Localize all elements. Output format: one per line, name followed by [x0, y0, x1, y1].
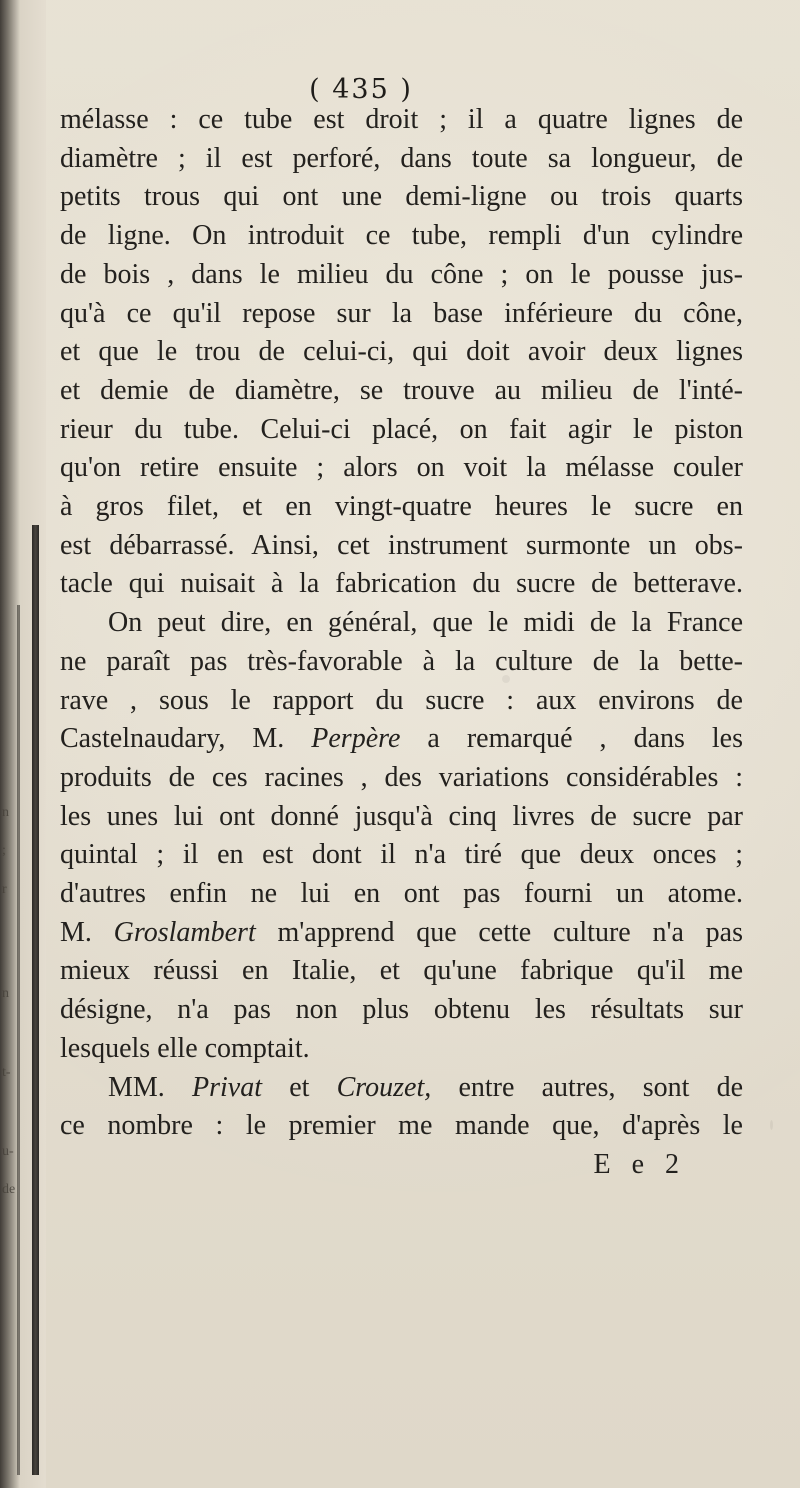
- binding-edge: [32, 525, 39, 1475]
- text-line: petits trous qui ont une demi-ligne ou trois quarts: [60, 181, 743, 213]
- line-text-after-name: a remarqué , dans les: [400, 723, 743, 755]
- margin-note: ;: [2, 843, 6, 858]
- text-line: est débarrassé. Ainsi, cet instrument surmonte un obs-: [60, 529, 743, 561]
- person-name-groslambert: Groslambert: [113, 916, 256, 948]
- text-line: produits de ces racines , des variations considérables :: [60, 761, 743, 793]
- margin-note: t-: [2, 1065, 11, 1080]
- line-text-before-name: Castelnaudary, M.: [60, 723, 312, 755]
- text-line: à gros filet, et en vingt-quatre heures le sucre en: [60, 491, 743, 523]
- text-line-perpere: [60, 720, 743, 759]
- text-line: ne paraît pas très-favorable à la culture de la bette-: [60, 645, 743, 677]
- text-line: rieur du tube. Celui-ci placé, on fait agir le piston: [60, 413, 743, 445]
- line-text-before-name: M.: [60, 916, 114, 948]
- text-line: d'autres enfin ne lui en ont pas fourni un atome.: [60, 878, 743, 910]
- binding-edge-thin: [17, 605, 20, 1475]
- paragraph-end-line: lesquels elle comptait.: [60, 1032, 310, 1064]
- text-line: de ligne. On introduit ce tube, rempli d'un cylindre: [60, 220, 743, 252]
- text-line: qu'à ce qu'il repose sur la base inférieure du cône,: [60, 297, 743, 329]
- text-line-privat-crouzet: [60, 1069, 743, 1108]
- text-line: quintal ; il en est dont il n'a tiré que deux onces ;: [60, 839, 743, 871]
- margin-note: n: [2, 986, 9, 1001]
- line-connector: et: [262, 1071, 337, 1103]
- paragraph-start-line: On peut dire, en général, que le midi de la France: [108, 607, 743, 639]
- person-name-perpere: Perpère: [311, 723, 401, 755]
- line-text-after-names: entre autres, sont de: [431, 1071, 743, 1103]
- margin-note: r: [2, 882, 7, 897]
- margin-note: de: [2, 1182, 16, 1197]
- text-line: et que le trou de celui-ci, qui doit avoir deux lignes: [60, 336, 743, 368]
- margin-note: n: [2, 805, 9, 820]
- text-line: diamètre ; il est perforé, dans toute sa longueur, de: [60, 142, 743, 174]
- text-line: tacle qui nuisait à la fabrication du sucre de betterave.: [60, 568, 743, 600]
- catchword: E e 2: [593, 1148, 686, 1180]
- margin-note: u-: [2, 1144, 14, 1159]
- line-text-after-name: m'apprend que cette culture n'a pas: [255, 916, 743, 948]
- text-line: rave , sous le rapport du sucre : aux environs de: [60, 684, 743, 716]
- text-line: de bois , dans le milieu du cône ; on le pousse jus-: [60, 258, 743, 290]
- line-text-before-names: MM.: [108, 1071, 192, 1103]
- text-line: qu'on retire ensuite ; alors on voit la mélasse couler: [60, 452, 743, 484]
- text-line: désigne, n'a pas non plus obtenu les résultats sur: [60, 994, 743, 1026]
- text-line: ce nombre : le premier me mande que, d'après le: [60, 1110, 743, 1142]
- paper-smudge: [770, 1120, 773, 1130]
- text-line: les unes lui ont donné jusqu'à cinq livres de sucre par: [60, 800, 743, 832]
- text-line-groslambert: [60, 914, 743, 953]
- text-line: mélasse : ce tube est droit ; il a quatre lignes de: [60, 104, 743, 135]
- person-name-crouzet: Crouzet,: [336, 1071, 432, 1103]
- text-line: mieux réussi en Italie, et qu'une fabrique qu'il me: [60, 955, 743, 987]
- body-text: [60, 101, 743, 1185]
- person-name-privat: Privat: [192, 1071, 262, 1103]
- page-number: ( 435 ): [309, 74, 413, 105]
- book-spine-shadow: [0, 0, 46, 1488]
- text-line: et demie de diamètre, se trouve au milieu de l'inté-: [60, 374, 743, 406]
